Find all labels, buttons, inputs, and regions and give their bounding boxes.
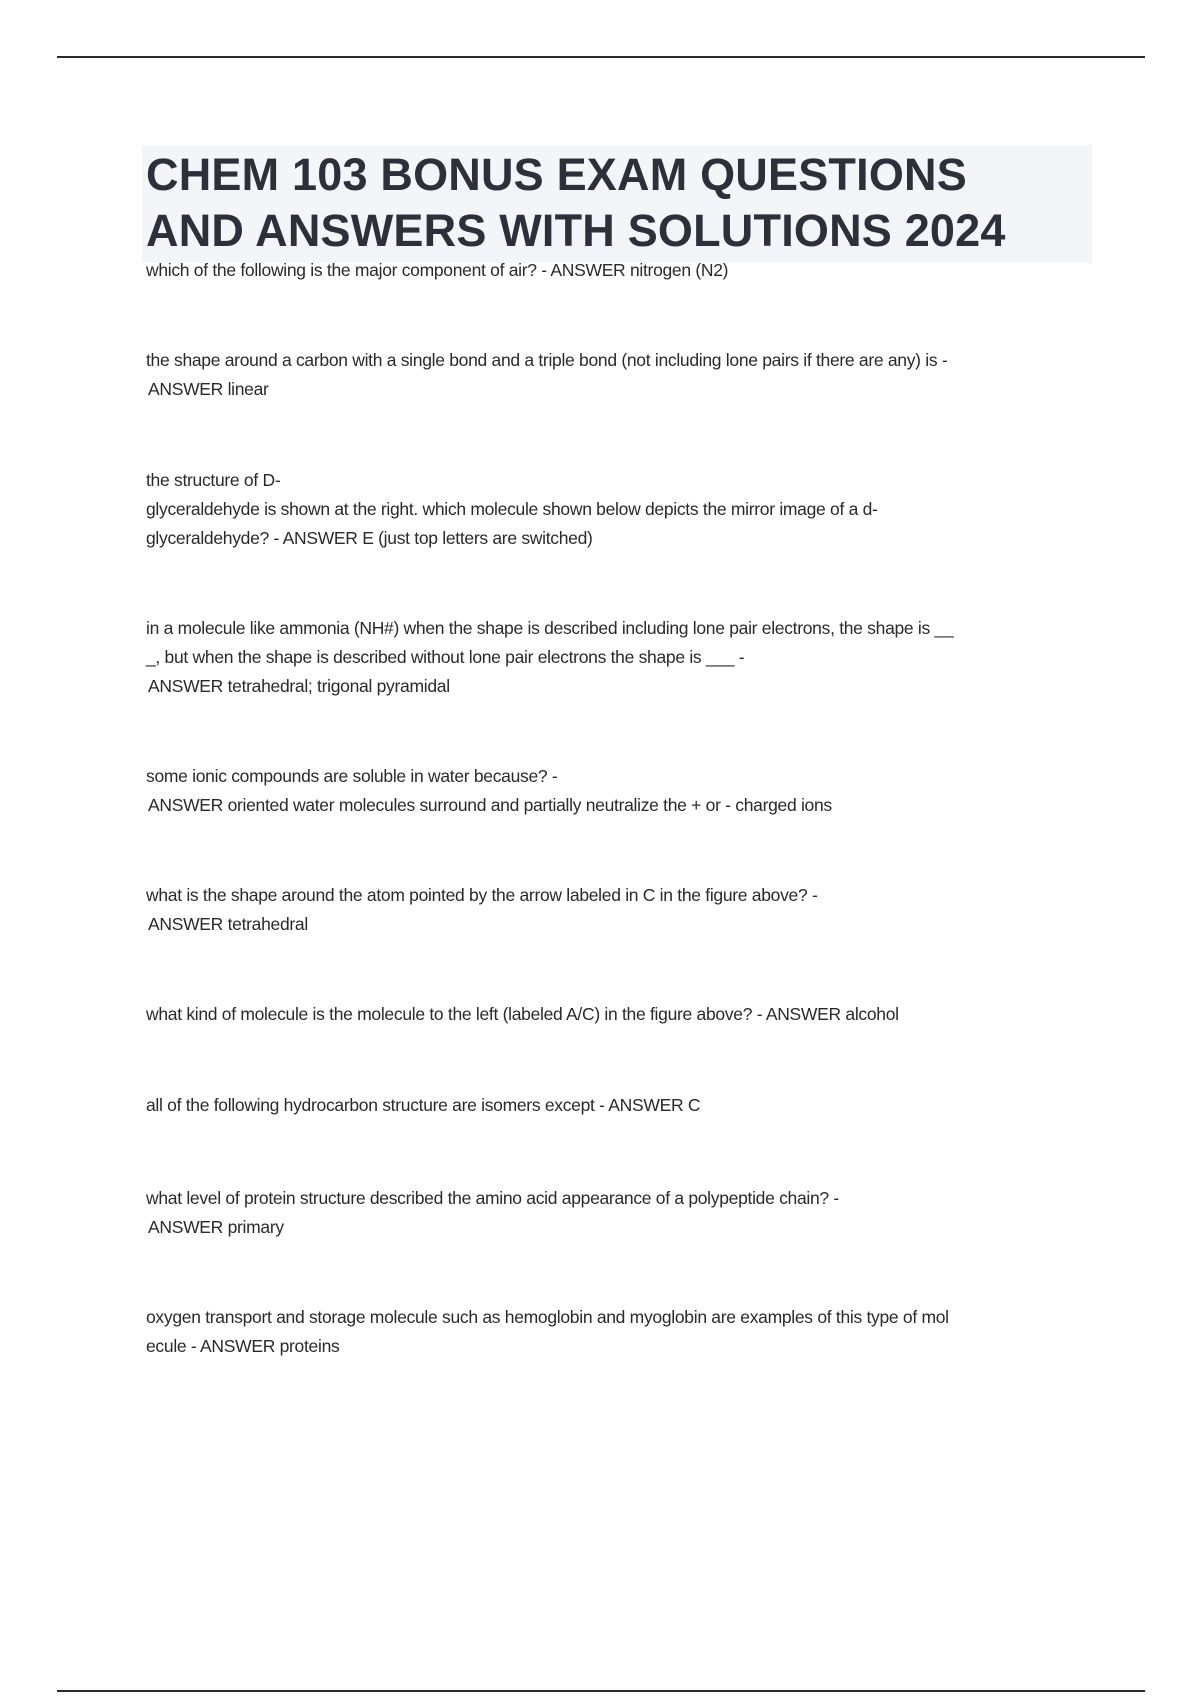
qa-item-7: [146, 1000, 1091, 1029]
qa-line: ANSWER oriented water molecules surround and partially neutralize the + or - charged ions: [148, 795, 832, 815]
document-title: [146, 147, 1088, 259]
qa-line: ANSWER tetrahedral: [148, 914, 308, 934]
qa-item-10: [146, 1303, 1091, 1361]
qa-line: some ionic compounds are soluble in water because? -: [146, 766, 558, 786]
qa-line: the structure of D-: [146, 470, 281, 490]
qa-item-4: [146, 614, 1091, 701]
qa-item-5: [146, 762, 1091, 820]
title-line-2: AND ANSWERS WITH SOLUTIONS 2024: [146, 205, 1006, 256]
qa-line: _, but when the shape is described without lone pair electrons the shape is ___ -: [146, 647, 745, 667]
top-rule: [57, 56, 1145, 58]
qa-line: oxygen transport and storage molecule such as hemoglobin and myoglobin are examples of this type of mol: [146, 1307, 949, 1327]
qa-line: all of the following hydrocarbon structure are isomers except - ANSWER C: [146, 1095, 701, 1115]
document-title-block: [142, 145, 1092, 263]
qa-line: ANSWER linear: [148, 379, 269, 399]
qa-line: glyceraldehyde is shown at the right. which molecule shown below depicts the mirror image of a d-: [146, 499, 878, 519]
qa-line: what is the shape around the atom pointed by the arrow labeled in C in the figure above? -: [146, 885, 818, 905]
qa-item-9: [146, 1184, 1091, 1242]
qa-line: the shape around a carbon with a single bond and a triple bond (not including lone pairs if there are any) is -: [146, 350, 948, 370]
title-line-1: CHEM 103 BONUS EXAM QUESTIONS: [146, 149, 967, 200]
qa-line: in a molecule like ammonia (NH#) when the shape is described including lone pair electrons, the shape is __: [146, 618, 954, 638]
qa-item-8: [146, 1091, 1091, 1120]
qa-item-3: [146, 466, 1091, 553]
qa-item-6: [146, 881, 1091, 939]
qa-item-1: [146, 256, 1091, 285]
qa-line: what level of protein structure described the amino acid appearance of a polypeptide chain? -: [146, 1188, 839, 1208]
qa-line: what kind of molecule is the molecule to the left (labeled A/C) in the figure above? - ANSWER alcohol: [146, 1004, 899, 1024]
qa-line: ANSWER primary: [148, 1217, 284, 1237]
qa-line: ANSWER tetrahedral; trigonal pyramidal: [148, 676, 450, 696]
qa-line: ecule - ANSWER proteins: [146, 1336, 340, 1356]
qa-line: which of the following is the major component of air? - ANSWER nitrogen (N2): [146, 260, 729, 280]
qa-line: glyceraldehyde? - ANSWER E (just top letters are switched): [146, 528, 593, 548]
qa-item-2: [146, 346, 1091, 404]
bottom-rule: [57, 1690, 1145, 1692]
